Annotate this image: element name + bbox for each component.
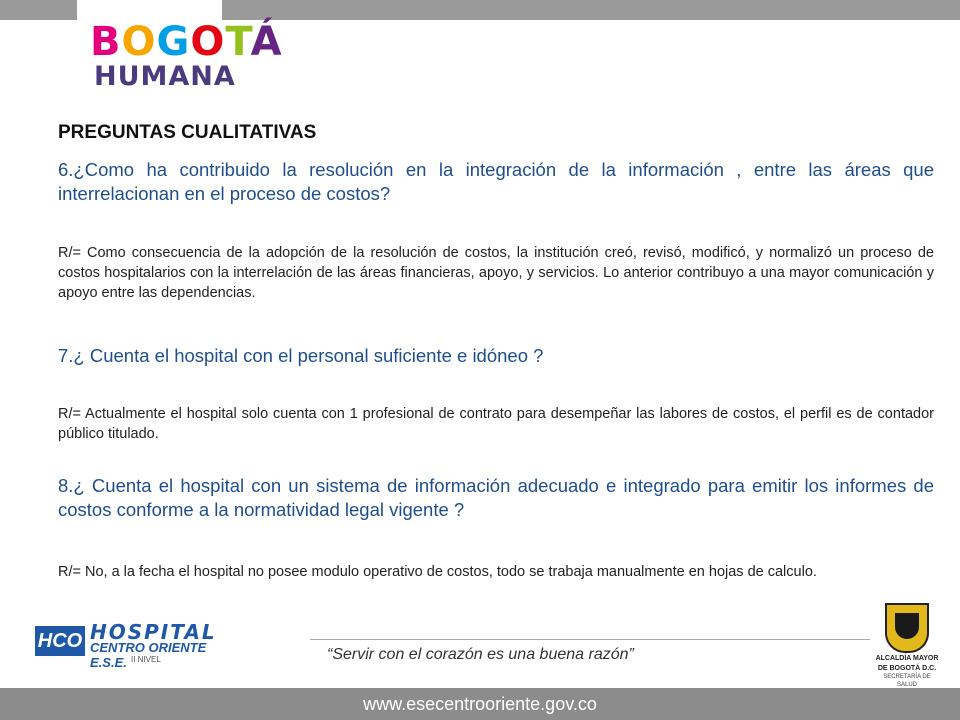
logo-letter: Á [250,19,283,65]
logo-letter: T [225,19,251,65]
slogan: “Servir con el corazón es una buena razón” [327,646,634,663]
logo-line-2: HUMANA [94,61,236,92]
hospital-logo [35,620,240,670]
answer-6: R/= Como consecuencia de la adopción de la resolución de costos, la institución creó, revisó, modificó, y normalizó un proceso de costos hospitalarios con la interrelación de las áreas financieras, apoyo, y servicios. Lo anterior contribuyo a una mayor comunicación y apoyo entre las dependencias. [58,245,934,301]
question-6: 6.¿Como ha contribuido la resolución en la integración de la información , entre las áreas que interrelacionan en el proceso de costos? [58,159,934,204]
website-url: www.esecentrooriente.gov.co [363,694,597,714]
logo-letter: G [156,19,191,65]
answer-8: R/= No, a la fecha el hospital no posee modulo operativo de costos, todo se trabaja manualmente en hojas de calculo. [58,564,817,580]
footer-bar [0,688,960,720]
hospital-badge: HCO [35,626,85,656]
shield-icon [885,603,929,653]
logo-line-1 [90,19,283,65]
bogota-crest [874,603,940,688]
logo-letter: B [90,19,122,65]
top-bar-right [222,0,960,20]
question-8: 8.¿ Cuenta el hospital con un sistema de información adecuado e integrado para emitir los informes de costos conforme a la normatividad legal vigente ? [58,475,934,520]
hospital-level: II NIVEL [131,655,161,664]
hospital-subtitle: CENTRO ORIENTE E.S.E. [90,640,207,670]
crest-line-1: ALCALDÍA MAYOR [875,655,939,662]
answer-7: R/= Actualmente el hospital solo cuenta con 1 profesional de contrato para desempeñar las labores de costos, el perfil es de contador público titulado. [58,406,934,442]
hospital-name: HOSPITAL [90,620,217,644]
question-7: 7.¿ Cuenta el hospital con el personal suficiente e idóneo ? [58,345,544,366]
page-title: PREGUNTAS CUALITATIVAS [58,122,317,143]
bogota-humana-logo [90,19,283,100]
top-bar-left [0,0,77,20]
crest-line-3: SECRETARÍA DE SALUD [883,674,931,688]
logo-letter: O [190,19,226,65]
crest-line-2: DE BOGOTÁ D.C. [877,665,937,672]
logo-letter: O [121,19,157,65]
footer-divider [310,639,870,640]
